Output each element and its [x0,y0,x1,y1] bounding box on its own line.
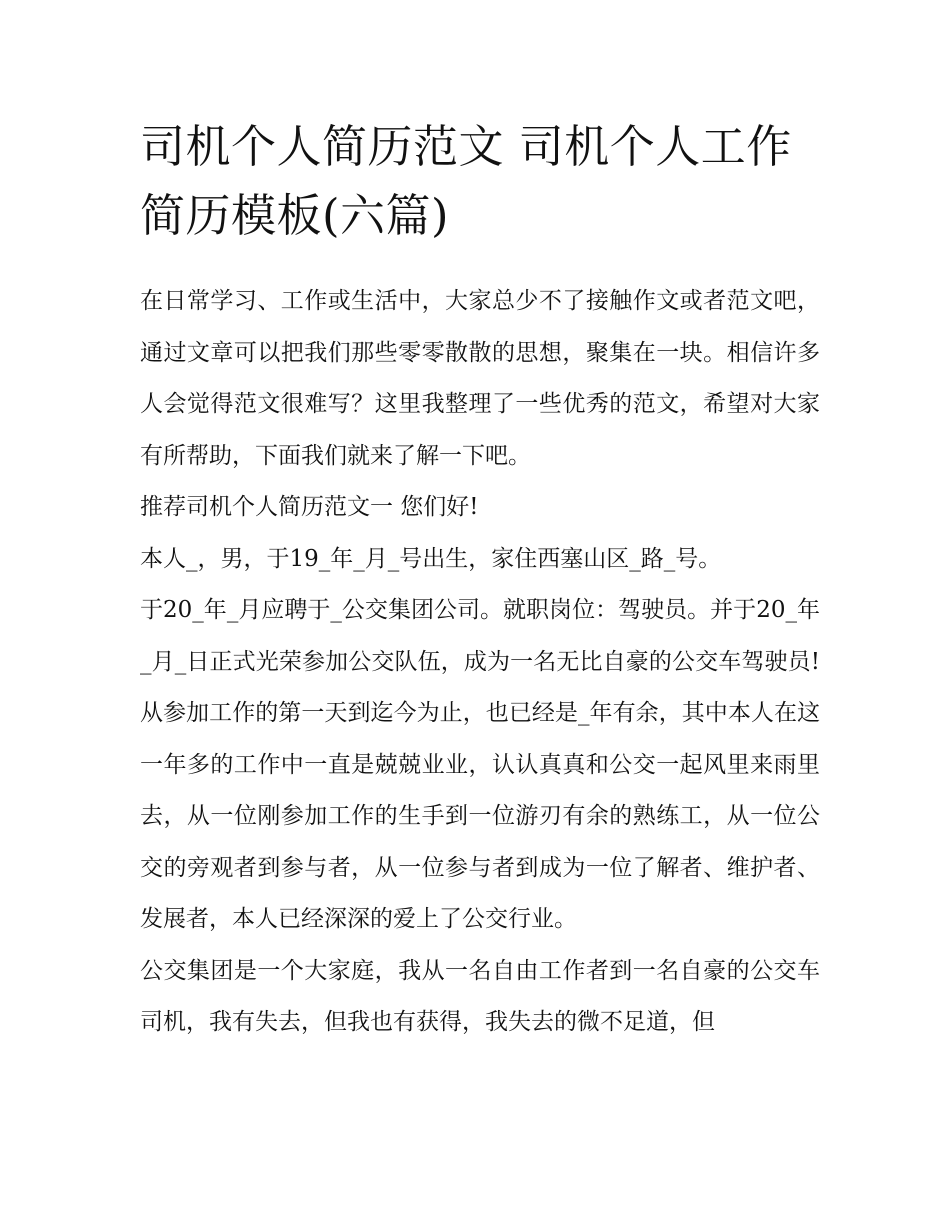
document-body [140,276,820,1049]
personal-info-paragraph: 本人_，男，于19_年_月_号出生，家住西塞山区_路_号。 [140,545,722,572]
employment-paragraph: 于20_年_月应聘于_公交集团公司。就职岗位：驾驶员。并于20_年_月_日正式光荣参加公交队伍，成为一名无比自豪的公交车驾驶员!从参加工作的第一天到迄今为止，也已经是_年有余，其中本人在这一年多的工作中一直是兢兢业业，认认真真和公交一起风里来雨里去，从一位刚参加工作的生手到一位游刃有余的熟练工，从一位公交的旁观者到参与者，从一位参与者到成为一位了解者、维护者、发展者，本人已经深深的爱上了公交行业。 [140,597,820,932]
document-title: 司机个人简历范文 司机个人工作简历模板(六篇) [140,120,792,242]
company-paragraph: 公交集团是一个大家庭，我从一名自由工作者到一名自豪的公交车司机，我有失去，但我也有获得，我失去的微不足道，但 [140,957,820,1035]
intro-paragraph: 在日常学习、工作或生活中，大家总少不了接触作文或者范文吧，通过文章可以把我们那些零零散散的思想，聚集在一块。相信许多人会觉得范文很难写？这里我整理了一些优秀的范文，希望对大家有所帮助，下面我们就来了解一下吧。 [140,288,820,469]
section-heading: 推荐司机个人简历范文一 您们好! [140,494,479,520]
